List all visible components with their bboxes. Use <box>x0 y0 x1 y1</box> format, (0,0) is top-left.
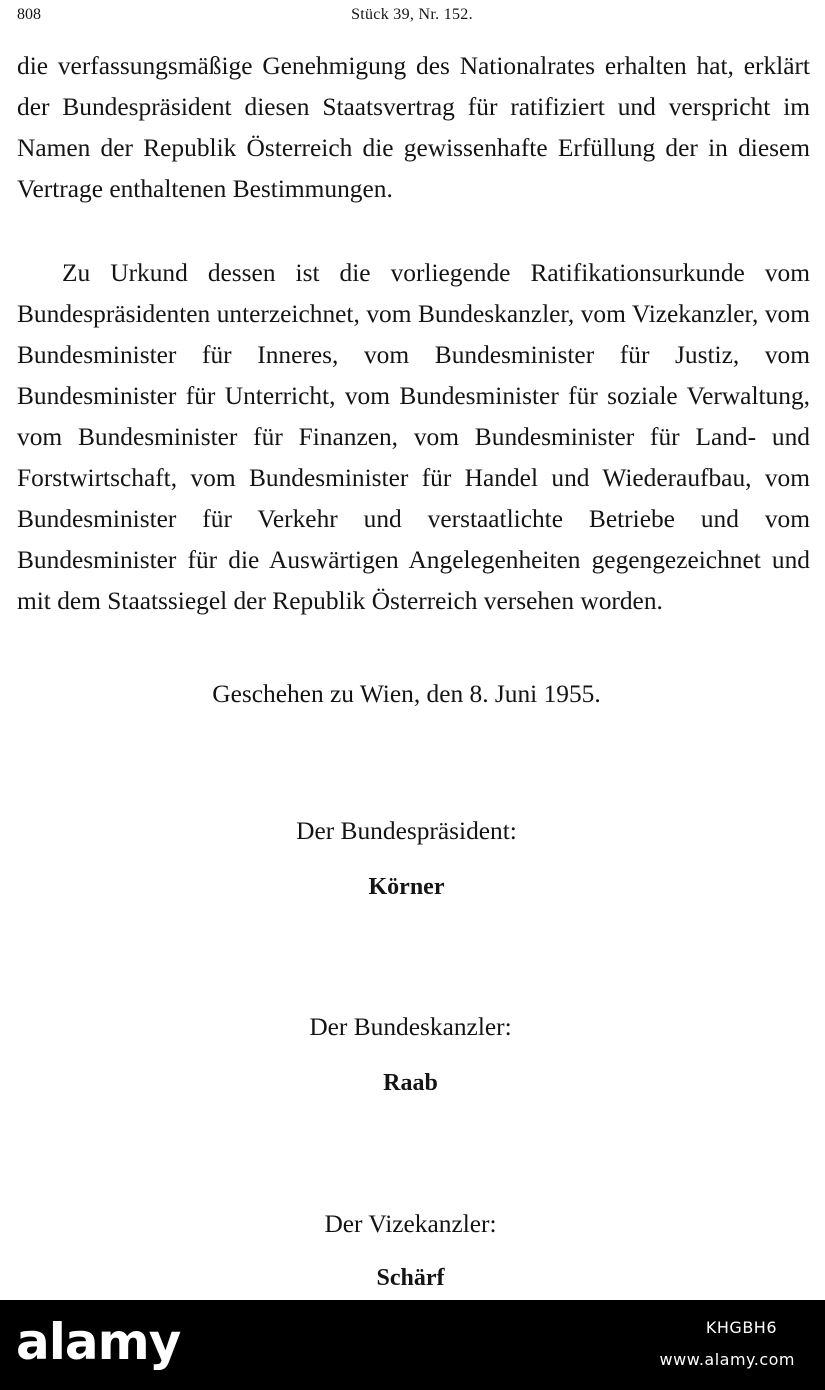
signature-name-president: Körner <box>368 874 445 900</box>
page-number: 808 <box>17 6 41 23</box>
footer-url: www.alamy.com <box>659 1350 795 1369</box>
signature-name-chancellor: Raab <box>383 1070 438 1096</box>
dateline: Geschehen zu Wien, den 8. Juni 1955. <box>212 680 601 708</box>
page-header <box>17 6 807 30</box>
image-id: KHGBH6 <box>705 1318 777 1337</box>
signature-title-president: Der Bundespräsident: <box>296 817 517 845</box>
signature-title-vice-chancellor: Der Vizekanzler: <box>324 1210 497 1238</box>
paragraph-attestation: Zu Urkund dessen ist die vorliegende Ratifikationsurkunde vom Bundespräsidenten unterzeichnet, vom Bundeskanzler, vom Vizekanzler, vom Bundesminister für Inneres, vom Bundesminister für Justiz, vom Bundesminister für Unterricht, vom Bundesminister für soziale Verwaltung, vom Bundesminister für Finanzen, vom Bundesminister für Land- und Forstwirtschaft, vom Bundesminister für Handel und Wiederaufbau, vom Bundesminister für Verkehr und verstaatlichte Betriebe und vom Bundesminister für die Auswärtigen Angelegenheiten gegengezeichnet und mit dem Staatssiegel der Republik Österreich versehen worden. <box>17 259 810 615</box>
alamy-logo: alamy <box>16 1313 181 1371</box>
signature-name-vice-chancellor: Schärf <box>376 1265 445 1291</box>
signature-title-chancellor: Der Bundeskanzler: <box>309 1013 512 1041</box>
paragraph-ratification: die verfassungsmäßige Genehmigung des Nationalrates erhalten hat, erklärt der Bundespräsident diesen Staatsvertrag für ratifiziert und verspricht im Namen der Republik Österreich die gewissenhafte Erfüllung der in diesem Vertrage enthaltenen Bestimmungen. <box>17 52 810 203</box>
watermark-footer <box>0 1300 825 1390</box>
header-reference: Stück 39, Nr. 152. <box>351 6 473 23</box>
